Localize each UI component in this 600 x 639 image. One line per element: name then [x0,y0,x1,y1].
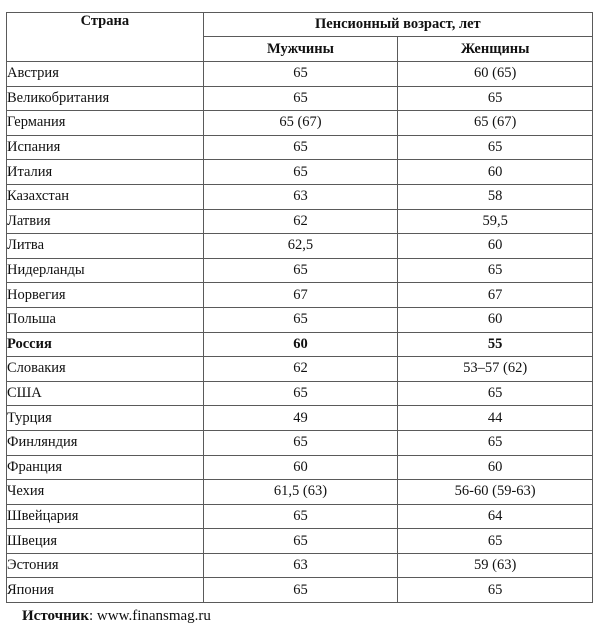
women-age-cell: 44 [398,406,593,431]
men-age-cell: 62 [203,357,398,382]
women-age-cell: 53–57 (62) [398,357,593,382]
men-age-cell: 63 [203,553,398,578]
table-row [7,455,593,480]
men-age-cell: 65 [203,307,398,332]
women-age-cell: 65 (67) [398,111,593,136]
header-country: Страна [7,13,204,62]
women-age-cell: 64 [398,504,593,529]
table-row [7,184,593,209]
table-row [7,578,593,603]
country-cell: Турция [7,406,204,431]
table-row [7,553,593,578]
country-cell: Норвегия [7,283,204,308]
country-cell: Испания [7,135,204,160]
country-cell: Чехия [7,480,204,505]
pension-age-table [6,12,593,603]
table-body [7,62,593,603]
country-cell: Россия [7,332,204,357]
country-cell: Казахстан [7,184,204,209]
country-cell: Литва [7,234,204,259]
men-age-cell: 65 [203,160,398,185]
men-age-cell: 65 [203,62,398,87]
country-cell: Финляндия [7,430,204,455]
table-row [7,209,593,234]
table-row [7,529,593,554]
country-cell: Великобритания [7,86,204,111]
country-cell: Эстония [7,553,204,578]
table-row [7,234,593,259]
men-age-cell: 65 [203,430,398,455]
men-age-cell: 65 [203,504,398,529]
source-note [22,608,211,625]
country-cell: Австрия [7,62,204,87]
table-row [7,111,593,136]
table-row [7,480,593,505]
table-row [7,160,593,185]
source-url: www.finansmag.ru [96,608,211,624]
country-cell: Латвия [7,209,204,234]
header-women: Женщины [398,37,593,62]
table-row [7,430,593,455]
country-cell: Швеция [7,529,204,554]
women-age-cell: 65 [398,135,593,160]
table-row [7,307,593,332]
country-cell: Польша [7,307,204,332]
women-age-cell: 65 [398,430,593,455]
men-age-cell: 63 [203,184,398,209]
men-age-cell: 65 [203,529,398,554]
men-age-cell: 61,5 (63) [203,480,398,505]
country-cell: Германия [7,111,204,136]
women-age-cell: 59,5 [398,209,593,234]
table-row [7,381,593,406]
women-age-cell: 65 [398,86,593,111]
men-age-cell: 65 [203,135,398,160]
women-age-cell: 65 [398,529,593,554]
country-cell: США [7,381,204,406]
country-cell: Италия [7,160,204,185]
women-age-cell: 60 [398,234,593,259]
women-age-cell: 56-60 (59-63) [398,480,593,505]
women-age-cell: 60 [398,307,593,332]
country-cell: Швейцария [7,504,204,529]
men-age-cell: 62 [203,209,398,234]
women-age-cell: 60 [398,455,593,480]
table-row [7,135,593,160]
country-cell: Япония [7,578,204,603]
men-age-cell: 65 [203,258,398,283]
women-age-cell: 65 [398,258,593,283]
table-row [7,283,593,308]
header-pension-age: Пенсионный возраст, лет [203,13,592,37]
men-age-cell: 60 [203,332,398,357]
women-age-cell: 55 [398,332,593,357]
men-age-cell: 65 [203,578,398,603]
men-age-cell: 49 [203,406,398,431]
men-age-cell: 62,5 [203,234,398,259]
men-age-cell: 65 (67) [203,111,398,136]
header-men: Мужчины [203,37,398,62]
women-age-cell: 59 (63) [398,553,593,578]
men-age-cell: 67 [203,283,398,308]
table-row [7,406,593,431]
table-row [7,357,593,382]
men-age-cell: 60 [203,455,398,480]
table-row [7,62,593,87]
source-label: Источник [22,608,89,624]
source-separator: : [89,608,97,624]
table-row [7,332,593,357]
women-age-cell: 65 [398,381,593,406]
women-age-cell: 65 [398,578,593,603]
country-cell: Словакия [7,357,204,382]
table-row [7,258,593,283]
men-age-cell: 65 [203,86,398,111]
women-age-cell: 67 [398,283,593,308]
women-age-cell: 58 [398,184,593,209]
men-age-cell: 65 [203,381,398,406]
table-row [7,86,593,111]
women-age-cell: 60 (65) [398,62,593,87]
table-row [7,504,593,529]
women-age-cell: 60 [398,160,593,185]
country-cell: Нидерланды [7,258,204,283]
country-cell: Франция [7,455,204,480]
